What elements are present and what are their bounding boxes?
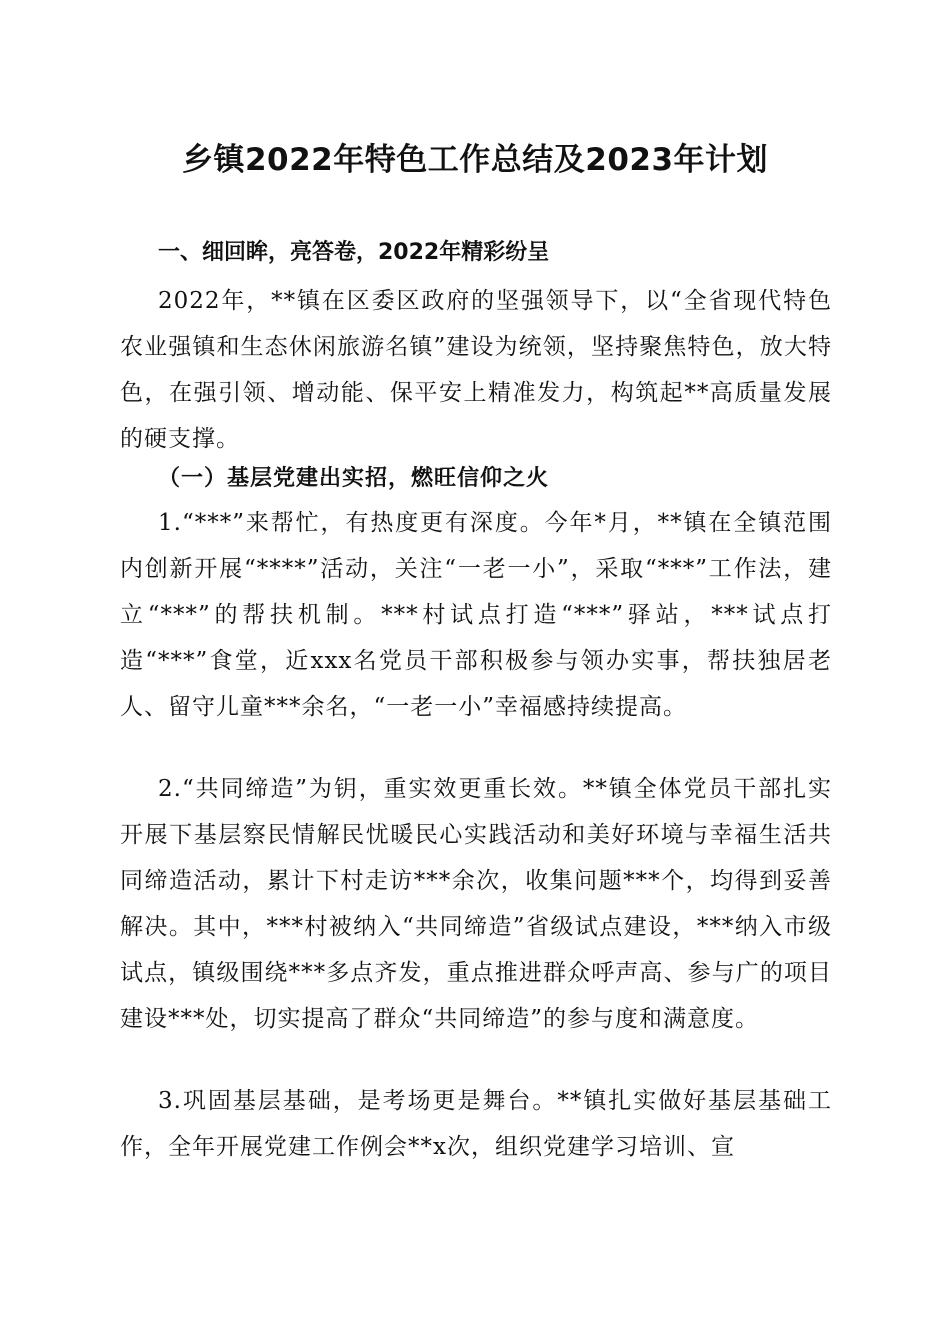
intro-paragraph: 2022年，**镇在区委区政府的坚强领导下，以“全省现代特色农业强镇和生态休闲旅游名镇”建设为统领，坚持聚焦特色，放大特色，在强引领、增动能、保平安上精准发力，构筑起**高质量发展的硬支撑。	[120, 288, 832, 452]
list-item-2: 2.“共同缔造”为钥，重实效更重长效。**镇全体党员干部扎实开展下基层察民情解民忧暖民心实践活动和美好环境与幸福生活共同缔造活动，累计下村走访***余次，收集问题***个，均得到妥善解决。其中，***村被纳入“共同缔造”省级试点建设，***纳入市级试点，镇级围绕***多点齐发，重点推进群众呼声高、参与广的项目建设***处，切实提高了群众“共同缔造”的参与度和满意度。	[120, 776, 832, 1032]
list-item-1: 1.“***”来帮忙，有热度更有深度。今年*月，**镇在全镇范围内创新开展“****”活动，关注“一老一小”，采取“***”工作法，建立“***”的帮扶机制。***村试点打造“***”驿站，***试点打造“***”食堂，近xxx名党员干部积极参与领办实事，帮扶独居老人、留守儿童***余名，“一老一小”幸福感持续提高。	[120, 510, 832, 720]
page-title: 乡镇2022年特色工作总结及2023年计划	[181, 142, 769, 178]
subsection-heading-1: （一）基层党建出实招，燃旺信仰之火	[158, 465, 550, 491]
list-item-3: 3.巩固基层基础，是考场更是舞台。**镇扎实做好基层基础工作，全年开展党建工作例会**x次，组织党建学习培训、宣	[120, 1088, 832, 1160]
section-heading-1: 一、细回眸，亮答卷，2022年精彩纷呈	[158, 240, 550, 265]
